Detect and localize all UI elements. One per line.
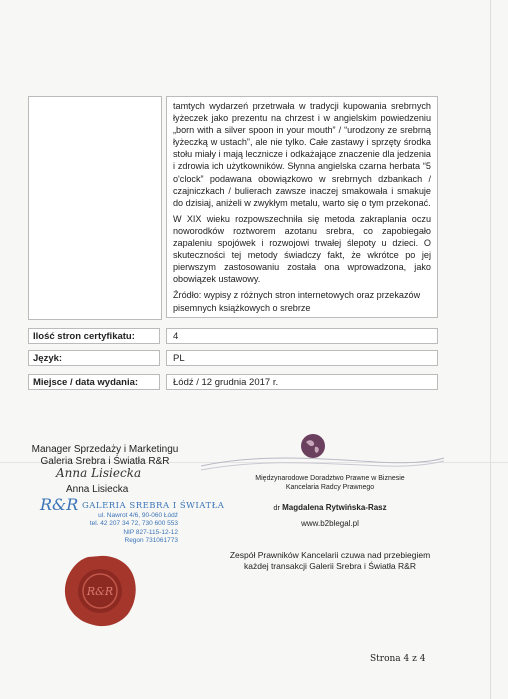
team-note — [200, 550, 460, 572]
wax-seal-icon — [62, 553, 138, 629]
law-firm-website: www.b2blegal.pl — [301, 519, 359, 528]
team-note-line2: każdej transakcji Galerii Srebra i Światła R&R — [244, 561, 416, 571]
lawyer-name: Magdalena Rytwińska-Rasz — [282, 503, 387, 512]
left-empty-cell — [28, 96, 162, 320]
globe-icon — [300, 433, 326, 459]
company-stamp — [84, 512, 178, 545]
manager-signature: Anna Lisiecka — [56, 466, 142, 480]
stamp-nip: NIP 827-115-12-12 — [123, 528, 178, 536]
rr-logo: R&R — [40, 495, 79, 514]
manager-title — [20, 444, 190, 468]
page-number: Strona 4 z 4 — [370, 654, 426, 664]
law-firm-line2: Kancelaria Radcy Prawnego — [285, 484, 375, 491]
pages-count-value: 4 — [166, 328, 438, 344]
law-firm-line1: Międzynarodowe Doradztwo Prawne w Biznesie — [255, 475, 405, 482]
language-row — [28, 350, 438, 366]
place-date-label: Miejsce / data wydania: — [28, 374, 160, 390]
page-edge — [490, 0, 491, 699]
gallery-name: GALERIA SREBRA I ŚWIATŁA — [82, 501, 225, 511]
manager-title-line1: Manager Sprzedaży i Marketingu — [31, 444, 179, 455]
place-date-row — [28, 374, 438, 390]
stamp-address: ul. Nawrot 4/6, 90-060 Łódź — [98, 512, 178, 519]
pages-count-label: Ilość stron certyfikatu: — [28, 328, 160, 344]
manager-title-line2: Galeria Srebra i Światła R&R — [40, 456, 170, 467]
team-note-line1: Zespół Prawników Kancelarii czuwa nad przebiegiem — [229, 550, 431, 560]
stamp-phone: tel. 42 207 34 72, 730 600 553 — [89, 520, 178, 528]
source-note: Źródło: wypisy z różnych stron internetowych oraz przekazów pisemnych książkowych o srebrze — [173, 290, 421, 313]
description-text-box — [166, 96, 438, 318]
law-firm-info — [230, 474, 430, 492]
lawyer-title: dr — [273, 503, 281, 512]
lawyer-line — [230, 503, 430, 512]
language-value: PL — [166, 350, 438, 366]
paragraph-2: W XIX wieku rozpowszechniła się metoda zakraplania oczu noworodków roztworem azotanu srebra, co zapobiegało zapaleniu spojówek i rozwojowi trwałej ślepoty u dzieci. O skuteczności tej metody świadczy fakt, że wkrótce po jej pierwszym zastosowaniu została ona wprowadzona, jako obowiązek ustawowy. — [173, 213, 431, 285]
paragraph-1: tamtych wydarzeń przetrwała w tradycji kupowania srebrnych łyżeczek jako prezentu na chrzest i w angielskim powiedzeniu „born with a silver spoon in your mouth” / “urodzony ze srebrną łyżeczką w ustach”, ale nie tylko. Całe zastawy i sprzęty środka stołu miały i mają lecznicze i odkażające znaczenie dla jedzenia i zdrowia ich użytkowników. Słynna angielska czarna herbata “5 o'clock” podawana obowiązkowo w srebrnych dzbankach / czajniczkach / bulierach zawsze inaczej smakowała i smakuje do dzisiaj, aniżeli w zwykłym metalu, warto się o tym przekonać. — [173, 101, 431, 208]
place-date-value: Łódź / 12 grudnia 2017 r. — [166, 374, 438, 390]
pages-count-row — [28, 328, 438, 344]
seal-text: R&R — [86, 585, 114, 598]
language-label: Język: — [28, 350, 160, 366]
stamp-regon: Regon 731061773 — [124, 536, 178, 544]
manager-name: Anna Lisiecka — [66, 484, 129, 495]
